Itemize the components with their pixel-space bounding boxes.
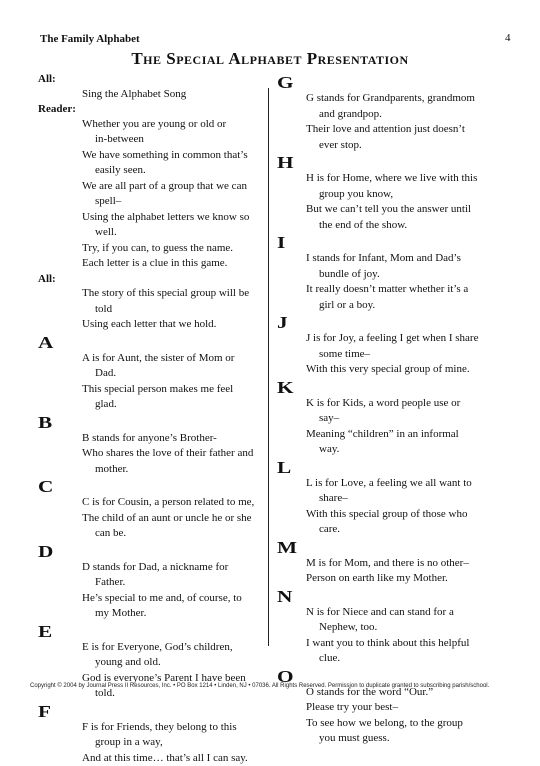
letter-initial: H — [277, 153, 295, 172]
letter-section — [277, 457, 502, 537]
letter-initial: M — [277, 537, 299, 557]
letter-section — [277, 75, 502, 152]
verse-line: I stands for Infant, Mom and Dad’s — [306, 252, 461, 264]
verse-lines — [277, 396, 502, 457]
verse-line: Please try your best– — [306, 701, 398, 713]
page-number: 4 — [505, 32, 511, 44]
verse-line: B stands for anyone’s Brother- — [82, 431, 217, 444]
verse-line: group you know, — [319, 187, 394, 200]
verse-line: And at this time… that’s all I can say. — [82, 751, 248, 764]
verse-line: But we can’t tell you the answer until — [306, 203, 472, 215]
letter-section — [277, 666, 502, 746]
verse-line: Whether you are young or old or — [82, 117, 227, 130]
verse-lines — [38, 117, 266, 271]
verse-line: can be. — [95, 527, 127, 539]
verse-line: J is for Joy, a feeling I get when I share — [306, 332, 479, 344]
verse-lines — [277, 476, 502, 537]
verse-line: some time– — [319, 347, 371, 360]
letter-section — [38, 701, 266, 766]
verse-line: well. — [95, 226, 117, 238]
verse-lines — [38, 720, 266, 766]
left-letter-list — [38, 332, 266, 766]
verse-line: F is for Friends, they belong to this — [82, 720, 237, 733]
speaker-label: Reader: — [38, 103, 76, 115]
verse-line: my Mother. — [95, 607, 147, 619]
verse-lines — [277, 331, 502, 377]
left-column — [38, 72, 266, 766]
verse-line: way. — [319, 443, 340, 455]
letter-initial: C — [38, 477, 55, 496]
verse-lines — [38, 431, 266, 477]
verse-line: With this very special group of mine. — [306, 363, 470, 375]
verse-line: group in a way, — [95, 736, 163, 748]
verse-line: and grandpop. — [319, 107, 382, 120]
book-title: The Family Alphabet — [40, 33, 140, 45]
letter-initial: K — [277, 377, 295, 397]
right-column — [277, 72, 502, 747]
verse-line: say– — [319, 412, 340, 424]
letter-initial: N — [277, 586, 294, 606]
verse-lines — [277, 605, 502, 666]
letter-section — [277, 537, 502, 586]
verse-line: easily seen. — [95, 164, 146, 176]
verse-line: in-between — [95, 133, 144, 145]
verse-line: We have something in common that’s — [82, 148, 248, 161]
verse-lines — [277, 685, 502, 746]
verse-line: God is everyone’s Parent I have been — [82, 671, 246, 684]
verse-line: spell– — [95, 195, 122, 207]
verse-line: you must guess. — [319, 732, 390, 744]
role-block — [38, 102, 266, 271]
speaker-label: All: — [38, 73, 56, 85]
verse-line: With this special group of those who — [306, 507, 468, 520]
verse-line: Dad. — [95, 367, 117, 379]
verse-lines — [277, 251, 502, 312]
verse-line: K is for Kids, a word people use or — [306, 396, 461, 409]
letter-section — [38, 541, 266, 621]
verse-line: N is for Niece and can stand for a — [306, 605, 454, 618]
verse-line: ever stop. — [319, 138, 362, 151]
verse-line: C is for Cousin, a person related to me, — [82, 496, 255, 508]
verse-line: Nephew, too. — [319, 621, 378, 633]
verse-lines — [277, 171, 502, 232]
verse-line: L is for Love, a feeling we all want to — [306, 476, 472, 489]
verse-line: told. — [95, 687, 115, 699]
verse-line: The child of an aunt or uncle he or she — [82, 511, 252, 524]
verse-line: G stands for Grandparents, grandmom — [306, 92, 475, 104]
verse-line: Try, if you can, to guess the name. — [82, 241, 234, 254]
verse-line: told — [95, 302, 113, 315]
verse-lines — [38, 351, 266, 412]
letter-initial: O — [277, 666, 295, 686]
letter-initial: I — [277, 233, 287, 252]
verse-line: share– — [319, 492, 348, 504]
verse-line: E is for Everyone, God’s children, — [82, 640, 233, 653]
verse-line: H is for Home, where we live with this — [306, 172, 478, 184]
role-block — [38, 72, 266, 101]
verse-line: M is for Mom, and there is no other– — [306, 556, 469, 569]
verse-lines — [38, 495, 266, 541]
letter-initial: E — [38, 621, 54, 641]
letter-section — [38, 332, 266, 412]
page-title: The Special Alphabet Presentation — [131, 49, 409, 68]
verse-line: Father. — [95, 576, 126, 588]
letter-section — [38, 479, 266, 541]
verse-line: young and old. — [95, 656, 161, 668]
role-block — [38, 272, 266, 332]
verse-line: A is for Aunt, the sister of Mom or — [82, 351, 235, 364]
letter-section — [277, 377, 502, 457]
verse-line: Their love and attention just doesn’t — [306, 123, 465, 135]
verse-line: We are all part of a group that we can — [82, 179, 247, 192]
letter-initial: A — [38, 332, 55, 352]
column-divider — [268, 88, 269, 646]
verse-line: To see how we belong, to the group — [306, 716, 463, 729]
verse-line: D stands for Dad, a nickname for — [82, 560, 229, 573]
right-letter-list — [277, 75, 502, 746]
verse-line: O stands for the word “Our.” — [306, 685, 434, 698]
verse-lines — [277, 91, 502, 152]
verse-line: bundle of joy. — [319, 267, 380, 280]
verse-line: glad. — [95, 398, 117, 410]
speaker-label: All: — [38, 272, 56, 285]
verse-line: Who shares the love of their father and — [82, 447, 254, 459]
verse-line: It really doesn’t matter whether it’s a — [306, 283, 469, 295]
letter-initial: J — [277, 313, 289, 332]
verse-line: The story of this special group will be — [82, 287, 250, 299]
copyright-footer: Copyright © 2004 by Journal Press II Resources, Inc. • PO Box 1214 • Linden, NJ • 07036. All Rights Reserved. Permission to duplicate granted to subscribing parish/school. — [30, 683, 490, 689]
letter-section — [277, 315, 502, 377]
letter-initial: F — [38, 701, 53, 721]
verse-line: clue. — [319, 652, 341, 664]
verse-line: the end of the show. — [319, 218, 408, 231]
letter-initial: D — [38, 541, 55, 561]
letter-initial: L — [277, 457, 293, 477]
verse-line: He’s special to me and, of course, to — [82, 591, 242, 604]
verse-lines — [38, 560, 266, 621]
intro-section — [38, 72, 266, 332]
verse-line: Using the alphabet letters we know so — [82, 210, 250, 223]
letter-initial: G — [277, 73, 295, 92]
letter-section — [277, 155, 502, 232]
verse-line: Person on earth like my Mother. — [306, 572, 448, 584]
verse-lines — [38, 87, 266, 102]
verse-line: Each letter is a clue in this game. — [82, 257, 228, 269]
verse-line: mother. — [95, 462, 129, 475]
letter-section — [277, 235, 502, 312]
verse-line: care. — [319, 523, 341, 535]
letter-section — [277, 586, 502, 666]
letter-section — [38, 412, 266, 477]
verse-line: girl or a boy. — [319, 298, 376, 311]
verse-line: This special person makes me feel — [82, 382, 234, 395]
letter-initial: B — [38, 412, 54, 432]
verse-line: Meaning “children” in an informal — [306, 427, 459, 440]
verse-lines — [38, 640, 266, 701]
verse-line: I want you to think about this helpful — [306, 636, 470, 649]
verse-line: Sing the Alphabet Song — [82, 87, 187, 100]
verse-line: Using each letter that we hold. — [82, 318, 217, 330]
verse-lines — [277, 556, 502, 586]
verse-lines — [38, 286, 266, 332]
